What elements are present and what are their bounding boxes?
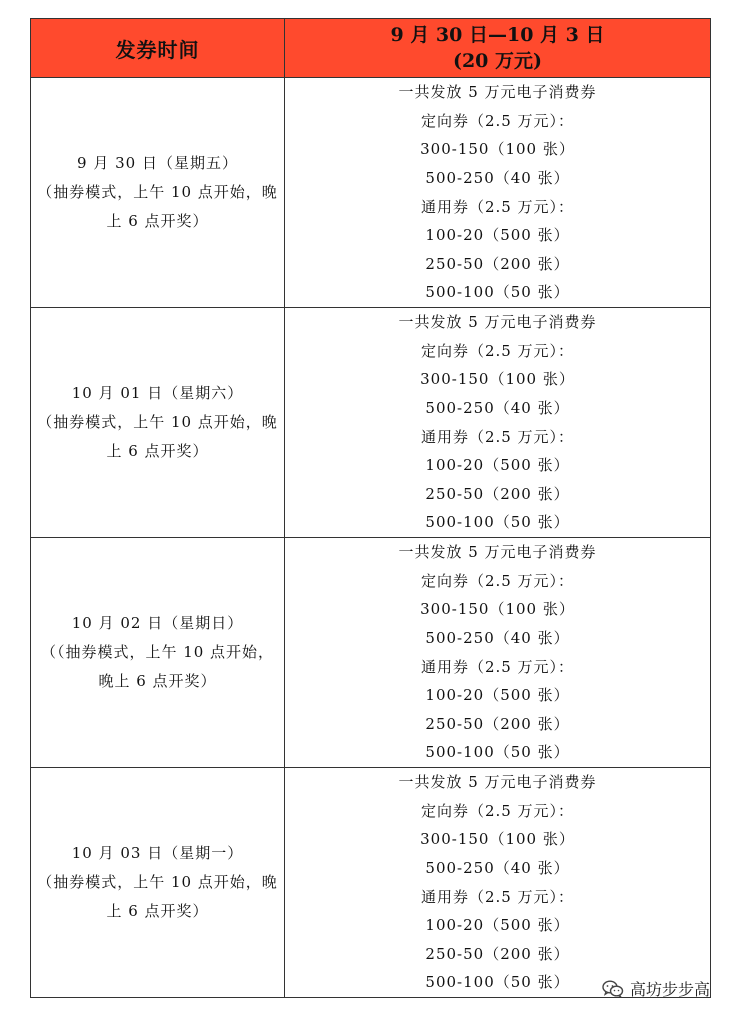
coupon-line: 通用券（2.5 万元）： (420, 427, 575, 446)
header-date-range-line: 9 月 30 日—10 月 3 日 (390, 24, 605, 46)
date-cell (31, 308, 285, 538)
header-issue-time: 发券时间 (31, 19, 285, 78)
table-row (31, 768, 711, 998)
coupon-line: 300-150（100 张） (420, 830, 575, 849)
date-label: 10 月 02 日（星期日） (71, 614, 244, 632)
coupon-line: 300-150（100 张） (420, 370, 575, 389)
coupon-line: 一共发放 5 万元电子消费券 (398, 313, 597, 332)
coupon-line: 一共发放 5 万元电子消费券 (398, 773, 597, 792)
date-label: 10 月 01 日（星期六） (71, 384, 244, 402)
coupon-line: 100-20（500 张） (425, 686, 570, 705)
mode-note-line1: （（抽券模式，上午 10 点开始， (40, 643, 275, 661)
coupon-line: 500-100（50 张） (425, 743, 570, 762)
coupon-line: 通用券（2.5 万元）： (420, 197, 575, 216)
table-row (31, 78, 711, 308)
coupon-line: 100-20（500 张） (425, 456, 570, 475)
coupon-line: 250-50（200 张） (425, 714, 570, 733)
coupon-line: 500-250（40 张） (425, 168, 570, 187)
coupon-line: 500-100（50 张） (425, 513, 570, 532)
table-row (31, 538, 711, 768)
coupon-line: 定向券（2.5 万元）： (420, 801, 575, 820)
mode-note-line1: （抽券模式，上午 10 点开始，晚 (37, 873, 278, 891)
table-header-row (31, 19, 711, 78)
date-cell (31, 78, 285, 308)
header-total-amount: (20 万元) (452, 50, 543, 72)
coupon-line: 定向券（2.5 万元）： (420, 111, 575, 130)
mode-note-line2: 上 6 点开奖） (106, 902, 209, 920)
coupon-cell (285, 538, 711, 768)
coupon-line: 一共发放 5 万元电子消费券 (398, 543, 597, 562)
coupon-line: 250-50（200 张） (425, 484, 570, 503)
header-date-range (285, 19, 711, 78)
coupon-line: 500-250（40 张） (425, 398, 570, 417)
mode-note-line1: （抽券模式，上午 10 点开始，晚 (37, 183, 278, 201)
coupon-line: 500-100（50 张） (425, 283, 570, 302)
date-cell (31, 768, 285, 998)
mode-note-line1: （抽券模式，上午 10 点开始，晚 (37, 413, 278, 431)
coupon-line: 一共发放 5 万元电子消费券 (398, 83, 597, 102)
wechat-icon (602, 980, 624, 998)
coupon-line: 100-20（500 张） (425, 916, 570, 935)
coupon-line: 通用券（2.5 万元）： (420, 657, 575, 676)
coupon-line: 定向券（2.5 万元）： (420, 571, 575, 590)
coupon-cell (285, 308, 711, 538)
coupon-line: 100-20（500 张） (425, 226, 570, 245)
date-cell (31, 538, 285, 768)
date-label: 9 月 30 日（星期五） (77, 154, 238, 172)
account-watermark (602, 977, 710, 1000)
coupon-line: 通用券（2.5 万元）： (420, 887, 575, 906)
coupon-line: 300-150（100 张） (420, 600, 575, 619)
coupon-line: 500-250（40 张） (425, 628, 570, 647)
mode-note-line2: 上 6 点开奖） (106, 442, 209, 460)
table-row (31, 308, 711, 538)
mode-note-line2: 晚上 6 点开奖） (98, 672, 217, 690)
coupon-line: 250-50（200 张） (425, 944, 570, 963)
coupon-line: 500-100（50 张） (425, 973, 570, 992)
coupon-line: 定向券（2.5 万元）： (420, 341, 575, 360)
coupon-cell (285, 768, 711, 998)
coupon-schedule-table (30, 18, 711, 998)
coupon-line: 250-50（200 张） (425, 254, 570, 273)
watermark-text: 高坊步步高 (630, 980, 711, 999)
coupon-cell (285, 78, 711, 308)
mode-note-line2: 上 6 点开奖） (106, 212, 209, 230)
coupon-line: 500-250（40 张） (425, 858, 570, 877)
coupon-line: 300-150（100 张） (420, 140, 575, 159)
date-label: 10 月 03 日（星期一） (71, 844, 244, 862)
